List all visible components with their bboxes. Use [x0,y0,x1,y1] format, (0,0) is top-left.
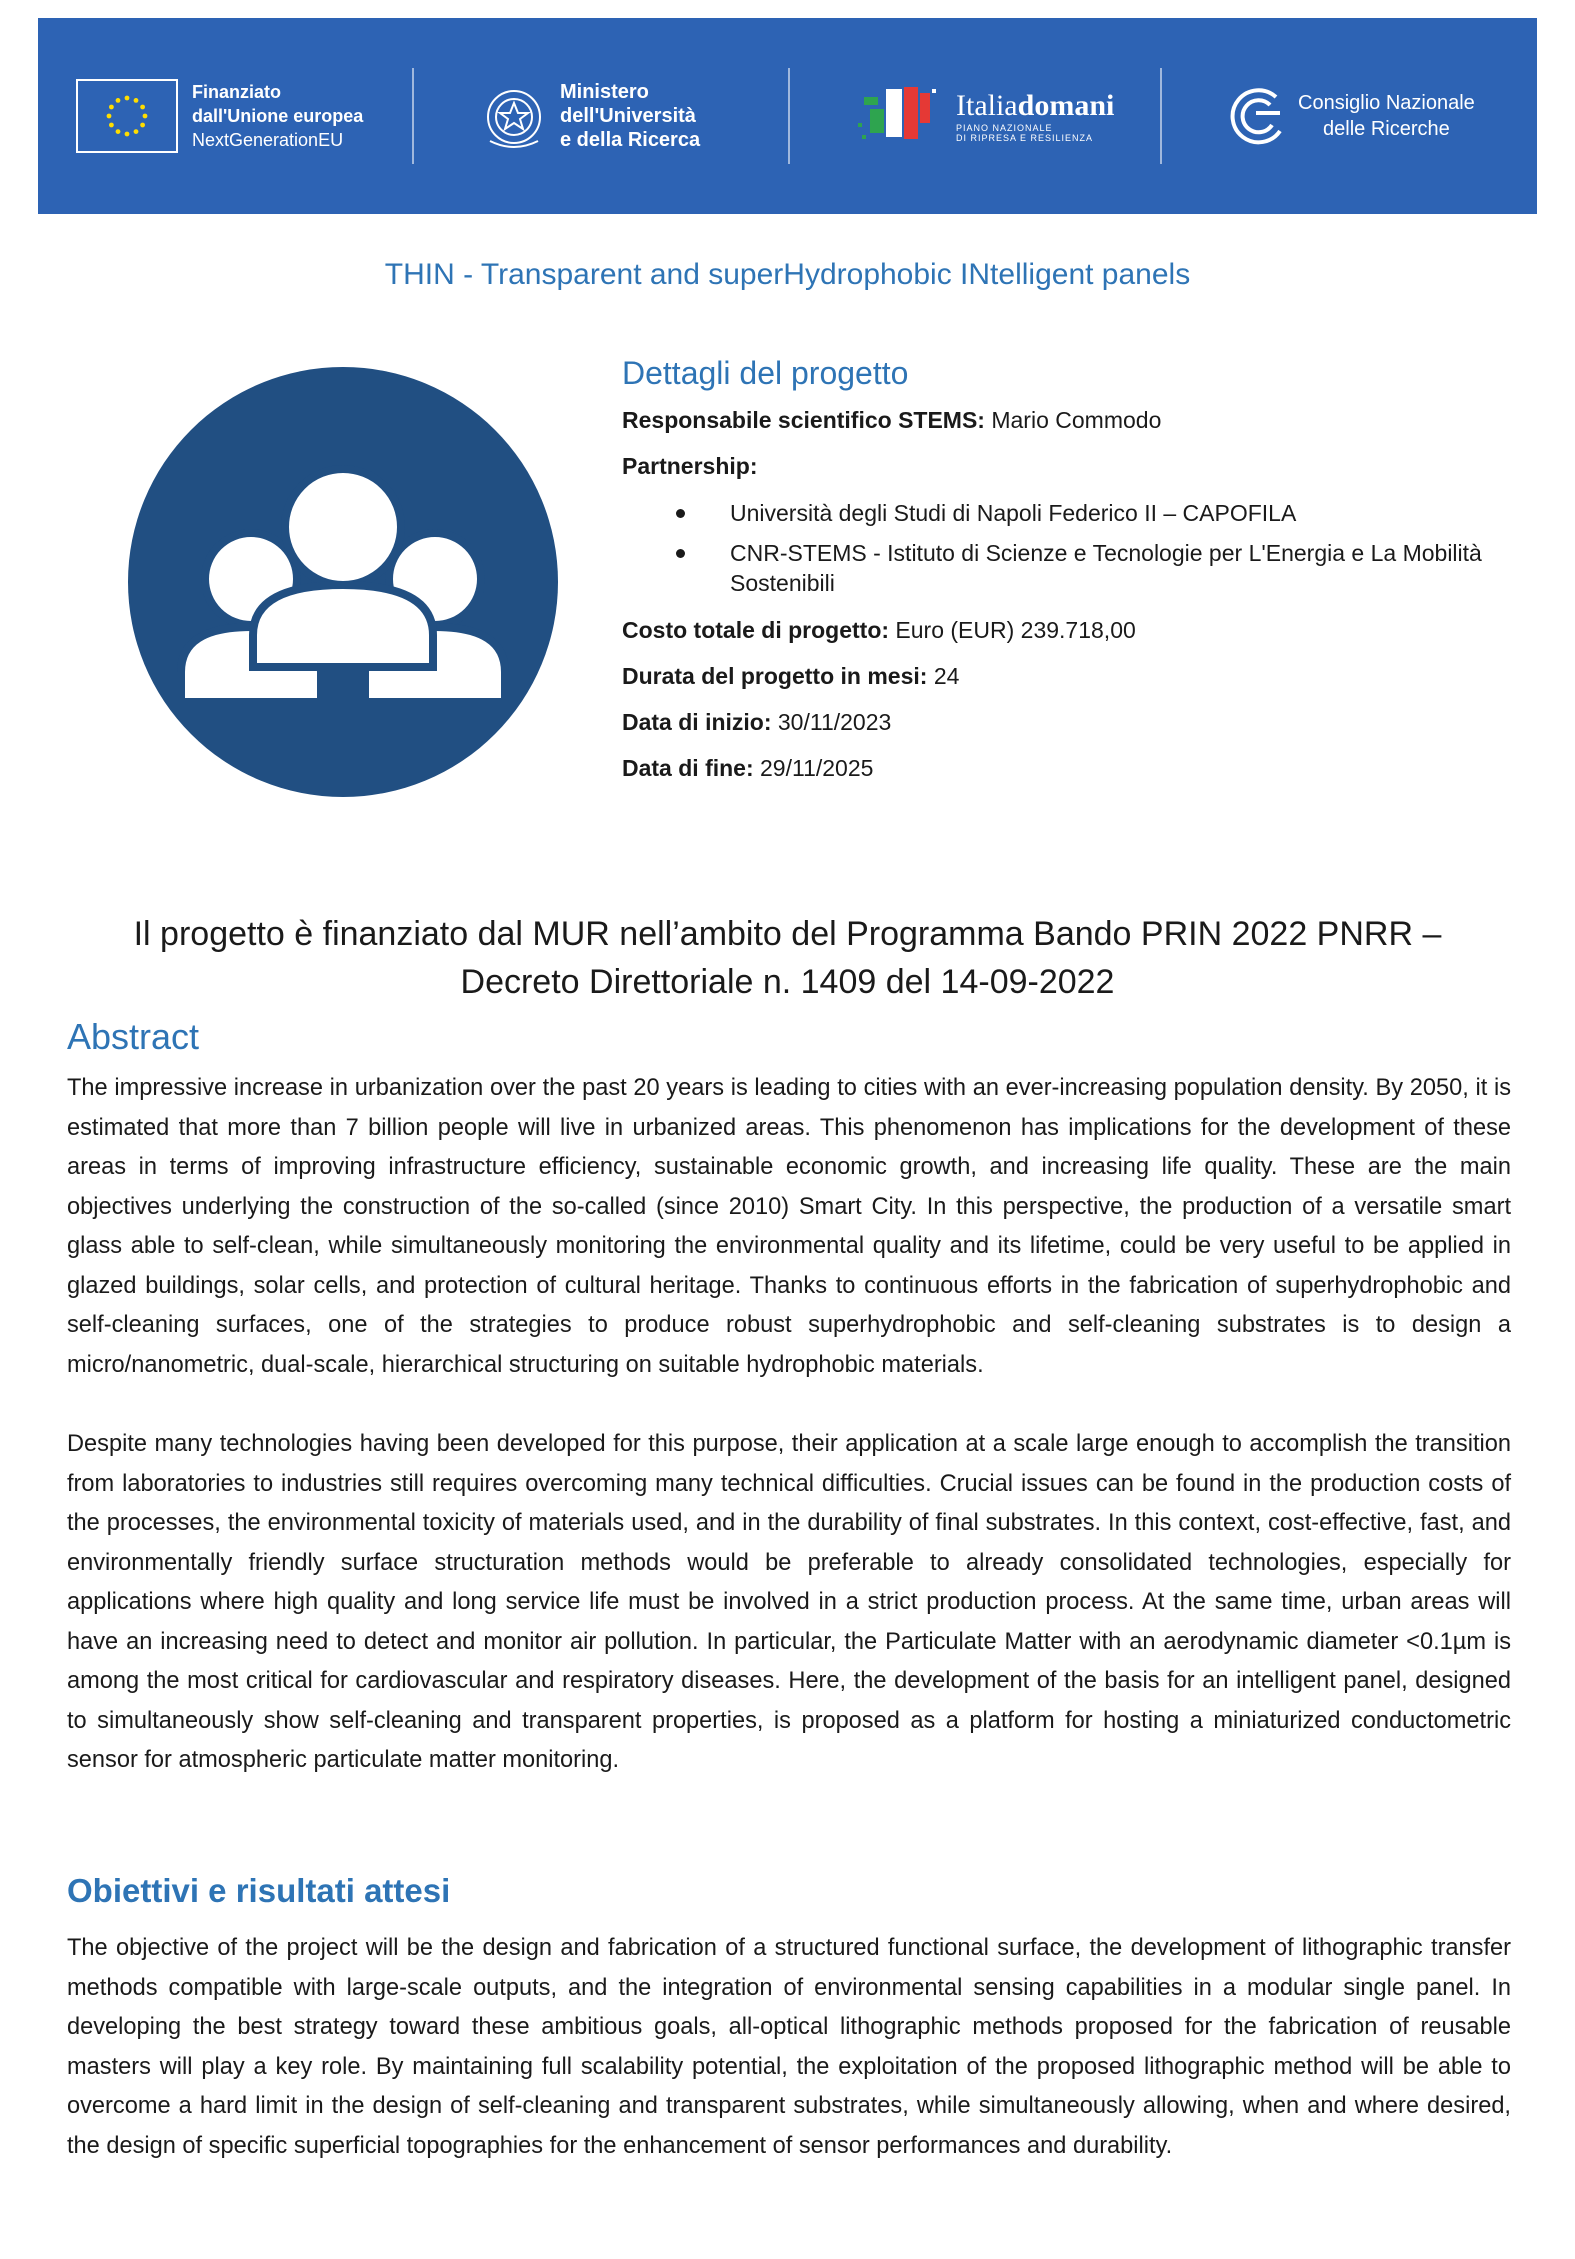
italia-name-b: domani [1017,89,1115,122]
funding-line2: Decreto Direttoriale n. 1409 del 14-09-2022 [460,963,1115,1001]
fine-label: Data di fine: [622,755,754,781]
fine-row [622,754,1502,782]
cnr-line1: Consiglio Nazionale [1298,92,1475,114]
italia-sub2: DI RIPRESA E RESILIENZA [956,133,1094,143]
responsabile-row [622,406,1502,434]
costo-row [622,616,1502,644]
costo-label: Costo totale di progetto: [622,617,890,643]
partnership-label: Partnership: [622,453,758,479]
fine-value: 29/11/2025 [753,755,874,781]
list-item: Università degli Studi di Napoli Federico II – CAPOFILA [622,498,1502,528]
header-divider [412,68,414,164]
responsabile-label: Responsabile scientifico STEMS: [622,407,985,433]
cnr-logo [1226,18,1475,214]
eu-logo [76,18,363,214]
inizio-row [622,708,1502,736]
mur-line3: e della Ricerca [560,129,701,151]
page-title: THIN - Transparent and superHydrophobic INtelligent panels [384,258,1191,291]
eu-line2: dall'Unione europea [192,106,364,126]
header-banner [38,18,1537,214]
mur-emblem-icon [482,79,546,153]
eu-line1: Finanziato [192,82,281,102]
durata-row [622,662,1502,690]
header-divider [1160,68,1162,164]
header-divider [788,68,790,164]
italia-name-a: Italia [956,89,1018,122]
list-item: CNR-STEMS - Istituto di Scienze e Tecnologie per L'Energia e La Mobilità Sostenibili [622,538,1502,598]
partner-list [622,498,1502,598]
objectives-paragraph: The objective of the project will be the design and fabrication of a structured functional surface, the development of lithographic transfer methods compatible with large-scale outputs, and the integration of environmental sensing capabilities in a modular single panel. In developing the best strategy toward these ambitious goals, all-optical lithographic methods proposed for the fabrication of reusable masters will play a key role. By maintaining full scalability potential, the exploitation of the proposed lithographic method will be able to overcome a hard limit in the design of self-cleaning and transparent substrates, while simultaneously allowing, when and where desired, the design of specific superficial topographies for the enhancement of sensor performances and durability. [67,1935,1511,2159]
responsabile-value: Mario Commodo [984,407,1162,433]
mur-line2: dell'Università [560,105,696,127]
cnr-emblem-icon [1226,83,1292,149]
details-heading: Dettagli del progetto [622,355,909,391]
mur-line1: Ministero [560,81,649,103]
people-group-icon [128,367,558,797]
objectives-heading: Obiettivi e risultati attesi [67,1872,451,1909]
italiadomani-logo [856,18,1114,214]
inizio-label: Data di inizio: [622,709,772,735]
cnr-line2: delle Ricerche [1323,118,1450,140]
funding-line1: Il progetto è finanziato dal MUR nell’ambito del Programma Bando PRIN 2022 PNRR – [133,915,1442,953]
italiadomani-flag-icon [856,79,948,153]
funding-statement [40,910,1535,1006]
project-details [622,355,1502,800]
partnership-row [622,452,1502,480]
durata-value: 24 [927,663,960,689]
inizio-value: 30/11/2023 [771,709,892,735]
abstract-paragraph-1: The impressive increase in urbanization over the past 20 years is leading to cities with an ever-increasing population density. By 2050, it is estimated that more than 7 billion people will live in urbanized areas. This phenomenon has implications for the development of these areas in terms of improving infrastructure efficiency, sustainable economic growth, and increasing life quality. These are the main objectives underlying the construction of the so-called (since 2010) Smart City. In this perspective, the production of a versatile smart glass able to self-clean, while simultaneously monitoring the environmental quality and its lifetime, could be very useful to be applied in glazed buildings, solar cells, and protection of cultural heritage. Thanks to continuous efforts in the fabrication of superhydrophobic and self-cleaning surfaces, one of the strategies to produce robust superhydrophobic and self-cleaning substrates is to design a micro/nanometric, dual-scale, hierarchical structuring on suitable hydrophobic materials. [67,1075,1511,1378]
eu-flag-icon [76,79,178,153]
durata-label: Durata del progetto in mesi: [622,663,928,689]
italia-sub1: PIANO NAZIONALE [956,123,1053,133]
mur-logo [482,18,700,214]
abstract-heading: Abstract [67,1016,200,1057]
abstract-paragraph-2: Despite many technologies having been developed for this purpose, their application at a scale large enough to accomplish the transition from laboratories to industries still requires overcoming many technical difficulties. Crucial issues can be found in the production costs of the processes, the environmental toxicity of materials used, and in the durability of final substrates. In this context, cost-effective, fast, and environmentally friendly surface structuration methods would be preferable to already consolidated technologies, especially for applications where high quality and long service life must be involved in a strict production process. At the same time, urban areas will have an increasing need to detect and monitor air pollution. In particular, the Particulate Matter with an aerodynamic diameter <0.1µm is among the most critical for cardiovascular and respiratory diseases. Here, the development of the basis for an intelligent panel, designed to simultaneously show self-cleaning and transparent properties, is proposed as a platform for hosting a miniaturized conductometric sensor for atmospheric particulate matter monitoring. [67,1431,1511,1773]
costo-value: Euro (EUR) 239.718,00 [889,617,1136,643]
eu-line3: NextGenerationEU [192,130,344,150]
